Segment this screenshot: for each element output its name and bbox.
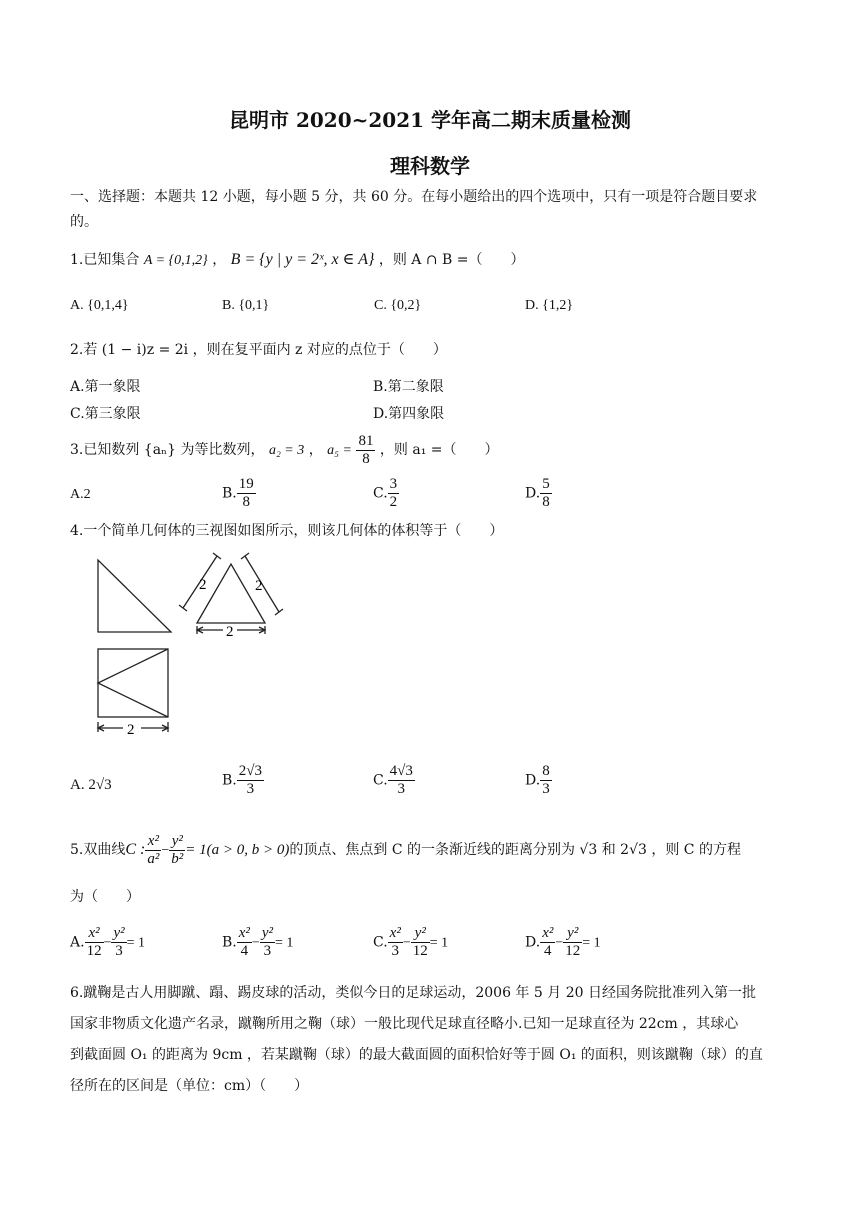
q4-option-c-den: 3 (397, 781, 406, 797)
q5-option-b-label: B. (222, 934, 237, 951)
question-1-stem (70, 250, 525, 271)
q5-curve: C : (125, 841, 146, 858)
page-title: 昆明市 2020~2021 学年高二期末质量检测 (228, 108, 631, 132)
q5-a-rhs: = 1 (126, 935, 146, 951)
q2-option-c[interactable]: C.第三象限 (70, 406, 141, 422)
q5-d-xden: 4 (544, 943, 552, 959)
q3-a5-den: 8 (362, 450, 370, 467)
three-view-figure (85, 552, 295, 742)
q3-option-a[interactable]: A.2 (70, 487, 91, 502)
q5-b-ynum: y² (261, 925, 273, 941)
q5-a-yden: 3 (115, 943, 123, 959)
q4-option-d-num: 8 (542, 763, 550, 779)
q5-y2: y² (169, 833, 185, 851)
q3-a5-fraction (356, 433, 375, 468)
q5-d-xnum: x² (542, 925, 554, 941)
section-instructions-line1: 一、选择题：本题共 12 小题，每小题 5 分，共 60 分。在每小题给出的四个选项中，只有一项是符合题目要求 (70, 189, 758, 205)
q5-x2: x² (145, 833, 161, 851)
side-right-dim: 2 (255, 578, 263, 594)
q1-set-a: A = {0,1,2} (143, 253, 208, 268)
q3-a5-num: 81 (358, 432, 374, 449)
q5-b-xnum: x² (238, 925, 250, 941)
q5-eq: = 1(a > 0, b > 0) (185, 842, 290, 858)
q5-line1-rest: 的顶点、焦点到 C 的一条渐近线的距离分别为 √3 和 2√3 ，则 C 的方程 (289, 842, 741, 858)
q3-option-b[interactable] (222, 476, 256, 511)
q5-a-xden: 12 (86, 943, 102, 959)
top-view (98, 649, 168, 732)
q1-option-a[interactable]: A. {0,1,4} (70, 298, 129, 313)
q3-option-c-den: 2 (389, 494, 398, 510)
top-bottom-dim: 2 (127, 722, 135, 738)
q3-option-c[interactable] (373, 476, 399, 511)
q5-b2: b² (171, 850, 184, 867)
q4-option-b[interactable] (222, 763, 264, 798)
q5-b-yden: 3 (263, 943, 272, 959)
q5-b-minus: − (251, 935, 260, 951)
q5-c-xden: 3 (391, 943, 399, 959)
q2-option-a[interactable]: A.第一象限 (70, 379, 141, 395)
q5-c-xnum: x² (389, 925, 401, 941)
q4-option-d-label: D. (525, 772, 541, 789)
q1-ask: ，则 A ∩ B =（ ） (378, 252, 525, 268)
question-6-line3: 到截面圆 O₁ 的距离为 9cm ，若某蹴鞠（球）的最大截面圆的面积恰好等于圆 O₁ 的面积，则该蹴鞠（球）的直 (70, 1047, 763, 1063)
q4-option-c-num: 4√3 (389, 763, 413, 779)
q4-option-c[interactable] (373, 763, 415, 798)
q4-option-c-label: C. (373, 772, 388, 789)
q5-b-xden: 4 (240, 943, 249, 959)
q5-option-c[interactable] (373, 925, 448, 960)
q1-prefix: 1.已知集合 (70, 252, 140, 268)
q3-option-b-label: B. (222, 485, 237, 502)
q5-option-c-label: C. (373, 934, 388, 951)
q3-comma: ， (308, 442, 323, 458)
q5-a2: a² (147, 850, 160, 867)
q3-option-d-den: 8 (542, 494, 550, 510)
side-view (179, 553, 283, 634)
q3-option-d-num: 5 (542, 476, 550, 492)
q5-option-d-label: D. (525, 934, 541, 951)
q4-option-b-num: 2√3 (238, 763, 262, 779)
page-subtitle: 理科数学 (390, 154, 470, 178)
q1-option-c[interactable]: C. {0,2} (374, 298, 422, 313)
q5-option-a-label: A. (70, 934, 85, 951)
q5-prefix: 5.双曲线 (70, 842, 126, 858)
q3-option-c-label: C. (373, 485, 388, 502)
q4-option-d-den: 3 (542, 781, 550, 797)
q4-option-b-den: 3 (246, 781, 255, 797)
q3-a5-lhs: a₅ = (327, 443, 352, 458)
q5-a-minus: − (103, 935, 112, 951)
q2-option-b[interactable]: B.第二象限 (373, 379, 444, 395)
question-4-stem: 4.一个简单几何体的三视图如图所示，则该几何体的体积等于（ ） (70, 523, 504, 539)
q5-d-yden: 12 (565, 943, 581, 959)
q3-option-b-num: 19 (238, 476, 254, 492)
q5-c-ynum: y² (411, 925, 430, 943)
side-left-dim: 2 (199, 577, 207, 593)
question-2-stem: 2.若 (1 − i)z = 2i ，则在复平面内 z 对应的点位于（ ） (70, 342, 447, 358)
front-view (98, 560, 171, 632)
q5-option-a[interactable] (70, 925, 145, 960)
q5-option-d[interactable] (525, 925, 601, 960)
q3-a2: a₂ = 3 (268, 443, 305, 458)
q5-b-rhs: = 1 (274, 935, 294, 951)
question-6-line4: 径所在的区间是（单位：cm）（ ） (70, 1078, 309, 1094)
q5-option-b[interactable] (222, 925, 293, 960)
q3-option-d[interactable] (525, 476, 552, 511)
section-instructions-line2: 的。 (70, 214, 98, 230)
q3-prefix: 3.已知数列 {aₙ} 为等比数列， (70, 442, 265, 458)
q1-set-b: B = {y | y = 2ˣ, x ∈ A} (230, 251, 375, 268)
q2-option-d[interactable]: D.第四象限 (373, 406, 445, 422)
q5-d-minus: − (555, 935, 564, 951)
question-5-stem-line1: 5.双曲线C : $\frac{\text{x²}}{\text{a²}}$ − $\frac{\text{y²}}{\text{b²}}$ = 1(a > 0, b > 0)的顶点、焦点到 C 的一条渐近线的距离分别为 √3 和 2√3 ，则 C 的方程 (70, 832, 741, 867)
q5-a-xnum: x² (85, 925, 104, 943)
q5-c-minus: − (402, 935, 411, 951)
side-bottom-dim: 2 (226, 624, 234, 640)
question-3-stem (70, 430, 499, 471)
q4-option-d[interactable] (525, 763, 552, 798)
q1-option-d[interactable]: D. {1,2} (525, 298, 574, 313)
q3-option-b-den: 8 (242, 494, 250, 510)
q5-d-rhs: = 1 (582, 935, 601, 951)
q4-option-b-label: B. (222, 772, 237, 789)
q4-option-a[interactable]: A. 2√3 (70, 777, 112, 793)
question-6-line1: 6.蹴鞠是古人用脚蹴、蹋、踢皮球的活动，类似今日的足球运动，2006 年 5 月 20 日经国务院批准列入第一批 (70, 985, 756, 1001)
q5-c-rhs: = 1 (429, 935, 449, 951)
q5-a-ynum: y² (113, 925, 125, 941)
q1-option-b[interactable]: B. {0,1} (222, 298, 270, 313)
question-6-line2: 国家非物质文化遗产名录，蹴鞠所用之鞠（球）一般比现代足球直径略小.已知一足球直径为 22cm ，其球心 (70, 1016, 739, 1032)
question-5-stem-line2: 为（ ） (70, 889, 140, 905)
q3-option-d-label: D. (525, 485, 541, 502)
q3-option-c-num: 3 (389, 476, 398, 492)
q3-ask: ，则 a₁ =（ ） (379, 442, 499, 458)
q5-d-ynum: y² (563, 925, 582, 943)
q1-sep: ， (212, 252, 227, 268)
q5-c-yden: 12 (412, 943, 428, 959)
